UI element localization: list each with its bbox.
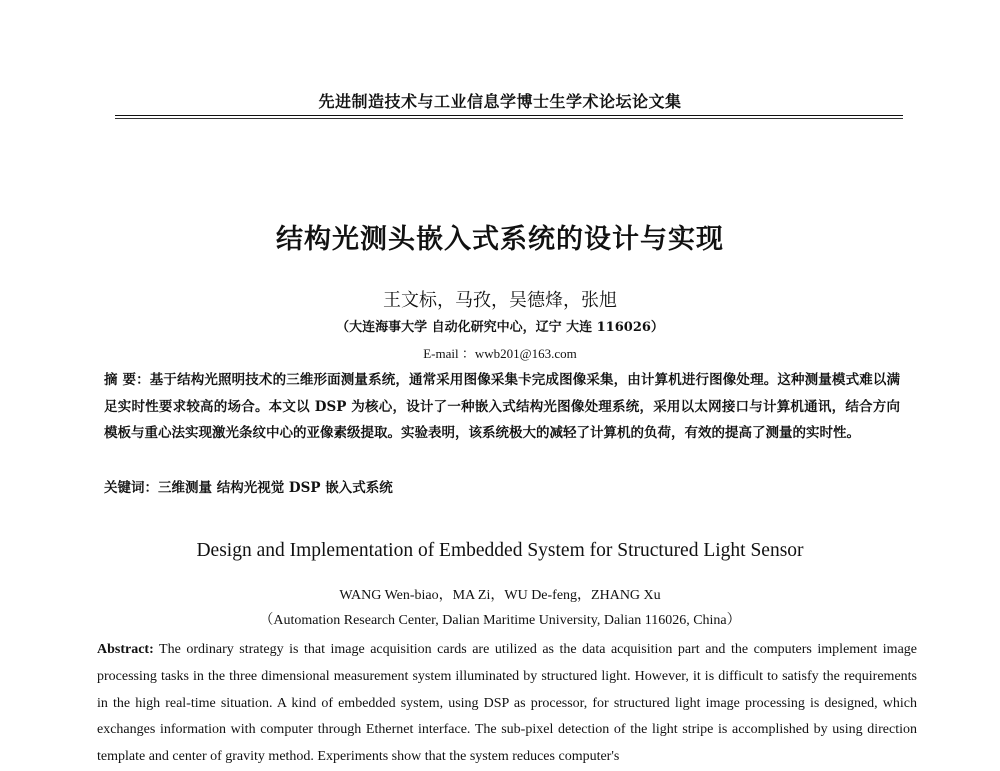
affiliation-cn: （大连海事大学 自动化研究中心，辽宁 大连 116026） (336, 320, 664, 335)
abstract-cn-text: 基于结构光照明技术的三维形面测量系统，通常采用图像采集卡完成图像采集，由计算机进行图像处理。这种测量模式难以满足实时性要求较高的场合。本文以 DSP 为核心，设计了一种嵌入式结构光图像处理系统，采用以太网接口与计算机通讯，结合方向模板与重心法实现激光条纹中心的亚像素级提取。实验表明，该系统极大的减轻了计算机的负荷，有效的提高了测量的实时性。 (104, 372, 901, 441)
author-email: E-mail ：wwb201@163.com (423, 346, 577, 361)
authors-cn: 王文标，马孜，吴德烽，张旭 (383, 290, 617, 311)
header-rule-thin (115, 118, 903, 119)
keywords-cn-label: 关键词： (104, 480, 158, 496)
abstract-en-label: Abstract: (97, 642, 154, 657)
keywords-cn (104, 476, 900, 496)
keywords-cn-text: 三维测量 结构光视觉 DSP 嵌入式系统 (158, 480, 393, 496)
affiliation-en: （Automation Research Center, Dalian Maritime University, Dalian 116026, China） (259, 613, 741, 628)
abstract-cn-label: 摘 要： (104, 372, 150, 388)
proceedings-header: 先进制造技术与工业信息学博士生学术论坛论文集 (318, 92, 682, 111)
abstract-cn (104, 367, 900, 447)
abstract-en-text: The ordinary strategy is that image acquisition cards are utilized as the data acquisition part and the computers implement image processing tasks in the three dimensional measurement system illuminated by structured light. However, it is difficult to satisfy the requirements in the high real-time situation. A kind of embedded system, using DSP as processor, for structured light image processing is designed, which exchanges information with computer through Ethernet interface. The sub-pixel detection of the light stripe is accomplished by using direction template and center of gravity method. Experiments show that the system reduces computer's (97, 642, 918, 765)
header-rule (115, 115, 903, 116)
authors-en: WANG Wen-biao，MA Zi，WU De-feng，ZHANG Xu (339, 588, 661, 603)
abstract-en (97, 637, 917, 771)
paper-title-en: Design and Implementation of Embedded System for Structured Light Sensor (196, 540, 804, 561)
paper-title-cn: 结构光测头嵌入式系统的设计与实现 (276, 224, 724, 255)
